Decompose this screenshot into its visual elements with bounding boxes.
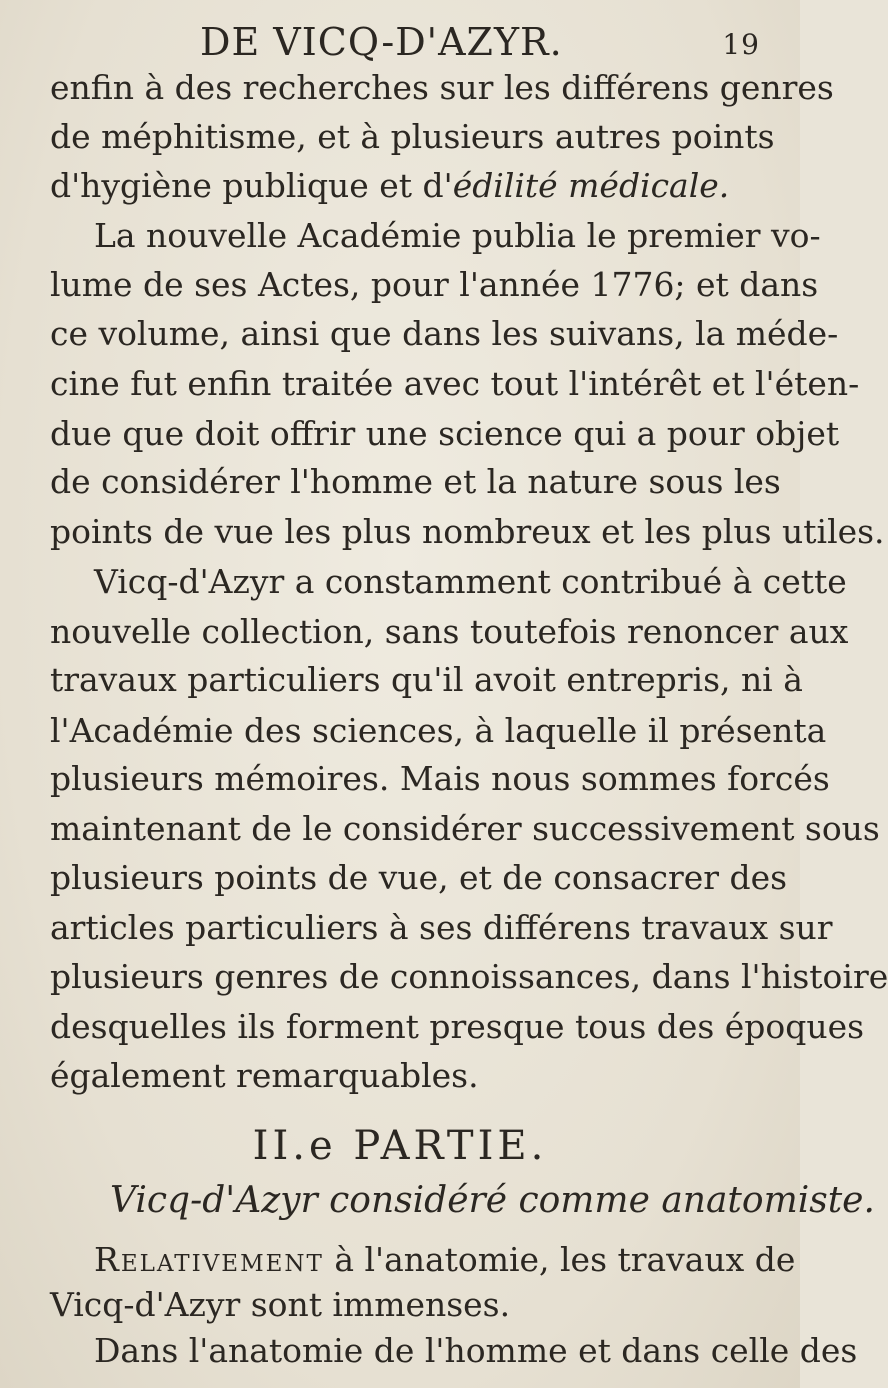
section-title: II.e PARTIE. [252, 1123, 548, 1170]
section-subtitle: Vicq-d'Azyr considéré comme anatomiste. [110, 1180, 875, 1222]
text-line: Vicq-d'Azyr a constamment contribué à cette [94, 562, 847, 602]
text-line: points de vue les plus nombreux et les plus utiles. [50, 511, 885, 551]
text-line: ce volume, ainsi que dans les suivans, la méde- [50, 314, 839, 354]
text-line: cine fut enfin traitée avec tout l'intérêt et l'éten- [50, 364, 860, 404]
text-line: enfin à des recherches sur les différens genres [50, 68, 834, 108]
text-line [50, 165, 770, 205]
running-title: DE VICQ-D'AZYR. [200, 20, 563, 64]
text-line: de considérer l'homme et la nature sous les [50, 462, 781, 502]
text-segment: à l'anatomie, les travaux de [323, 1239, 796, 1279]
small-caps-word: Relativement [94, 1239, 324, 1279]
italic-term: édilité médicale. [452, 165, 730, 205]
text-line: Vicq-d'Azyr sont immenses. [50, 1285, 511, 1325]
text-line: plusieurs points de vue, et de consacrer des [50, 858, 788, 898]
text-line: plusieurs genres de connoissances, dans l'histoire [50, 957, 888, 997]
text-line: plusieurs mémoires. Mais nous sommes forcés [50, 759, 830, 799]
text-line: articles particuliers à ses différens travaux sur [50, 907, 833, 947]
text-line: nouvelle collection, sans toutefois renoncer aux [50, 611, 849, 651]
text-line: également remarquables. [50, 1056, 479, 1096]
page-number: 19 [722, 28, 760, 61]
text-line: lume de ses Actes, pour l'année 1776; et dans [50, 264, 819, 304]
text-segment: d'hygiène publique et d' [50, 165, 453, 205]
text-line: maintenant de le considérer successivement sous [50, 808, 880, 848]
text-line: La nouvelle Académie publia le premier vo- [94, 216, 821, 255]
text-line: desquelles ils forment presque tous des époques [50, 1006, 865, 1046]
text-line: due que doit offrir une science qui a pour objet [50, 413, 840, 453]
page-header [200, 14, 760, 70]
text-line [94, 1239, 796, 1279]
text-line: Dans l'anatomie de l'homme et dans celle des [94, 1331, 858, 1371]
text-line: de méphitisme, et à plusieurs autres points [50, 117, 775, 157]
text-line: l'Académie des sciences, à laquelle il présenta [50, 710, 827, 750]
text-line: travaux particuliers qu'il avoit entrepris, ni à [50, 660, 803, 700]
